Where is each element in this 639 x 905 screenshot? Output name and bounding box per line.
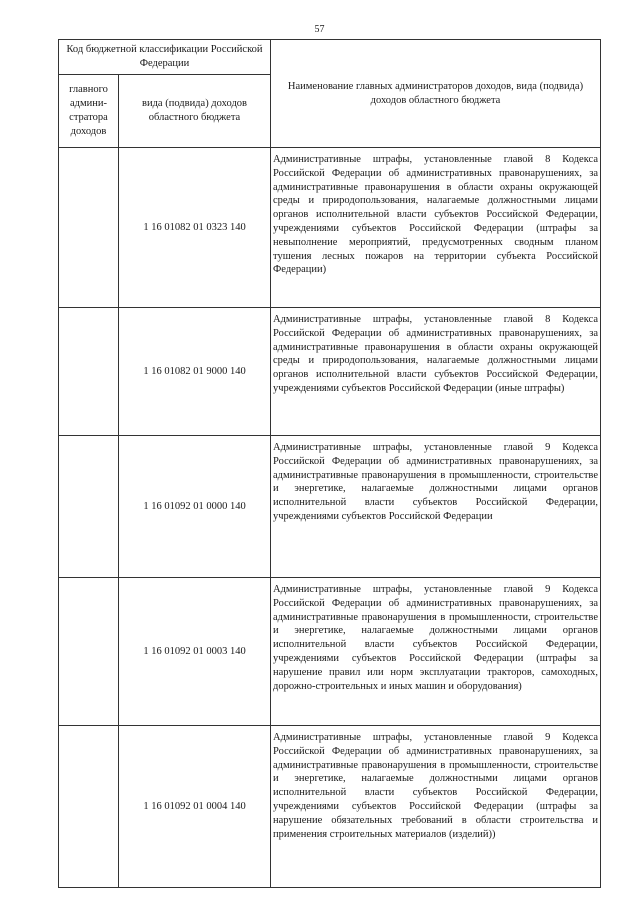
table-header-row xyxy=(59,40,601,75)
budget-classification-table xyxy=(58,39,601,888)
income-code-cell: 1 16 01092 01 0004 140 xyxy=(119,726,271,888)
admin-code-cell xyxy=(59,726,119,888)
description-cell: Административные штрафы, установленные главой 9 Кодекса Российской Федерации об административных правонарушениях, за административные правонарушения в промышленности, строительстве и энергетике, налагаемые должностными лицами органов исполнительной власти субъектов Российской Федерации, учреждениями субъектов Российской Федерации (штрафы за нарушение правил или норм эксплуатации тракторов, самоходных, дорожно-строительных и иных машин и оборудования) xyxy=(271,578,601,726)
header-income-kind: вида (подвида) доходов областного бюджета xyxy=(119,75,271,148)
admin-code-cell xyxy=(59,436,119,578)
page-number: 57 xyxy=(314,24,325,35)
admin-code-cell xyxy=(59,308,119,436)
description-cell: Административные штрафы, установленные главой 9 Кодекса Российской Федерации об административных правонарушениях, за административные правонарушения в промышленности, строительстве и энергетике, налагаемые должностными лицами органов исполнительной власти субъектов Российской Федерации, учреждениями субъектов Российской Федерации xyxy=(271,436,601,578)
header-kbk: Код бюджетной классификации Российской Федерации xyxy=(59,40,271,75)
table-row xyxy=(59,578,601,726)
table-row xyxy=(59,726,601,888)
admin-code-cell xyxy=(59,578,119,726)
header-name: Наименование главных администраторов доходов, вида (подвида) доходов областного бюджета xyxy=(271,40,601,148)
header-admin-code: главного админи-стратора доходов xyxy=(59,75,119,148)
description-cell: Административные штрафы, установленные главой 8 Кодекса Российской Федерации об административных правонарушениях, за административные правонарушения в области охраны окружающей среды и природопользования, налагаемые должностными лицами органов исполнительной власти субъектов Российской Федерации, учреждениями субъектов Российской Федерации (штрафы за невыполнение мероприятий, предусмотренных сводным планом тушения лесных пожаров на территории субъекта Российской Федерации) xyxy=(271,148,601,308)
admin-code-cell xyxy=(59,148,119,308)
description-cell: Административные штрафы, установленные главой 9 Кодекса Российской Федерации об административных правонарушениях, за административные правонарушения в промышленности, строительстве и энергетике, налагаемые должностными лицами органов исполнительной власти субъектов Российской Федерации, учреждениями субъектов Российской Федерации (штрафы за нарушение обязательных требований в области строительства и применения строительных материалов (изделий)) xyxy=(271,726,601,888)
income-code-cell: 1 16 01092 01 0003 140 xyxy=(119,578,271,726)
income-code-cell: 1 16 01082 01 0323 140 xyxy=(119,148,271,308)
table-row xyxy=(59,148,601,308)
table-row xyxy=(59,436,601,578)
description-cell: Административные штрафы, установленные главой 8 Кодекса Российской Федерации об административных правонарушениях, за административные правонарушения в области охраны окружающей среды и природопользования, налагаемые должностными лицами органов исполнительной власти субъектов Российской Федерации, учреждениями субъектов Российской Федерации (иные штрафы) xyxy=(271,308,601,436)
income-code-cell: 1 16 01092 01 0000 140 xyxy=(119,436,271,578)
income-code-cell: 1 16 01082 01 9000 140 xyxy=(119,308,271,436)
table-row xyxy=(59,308,601,436)
